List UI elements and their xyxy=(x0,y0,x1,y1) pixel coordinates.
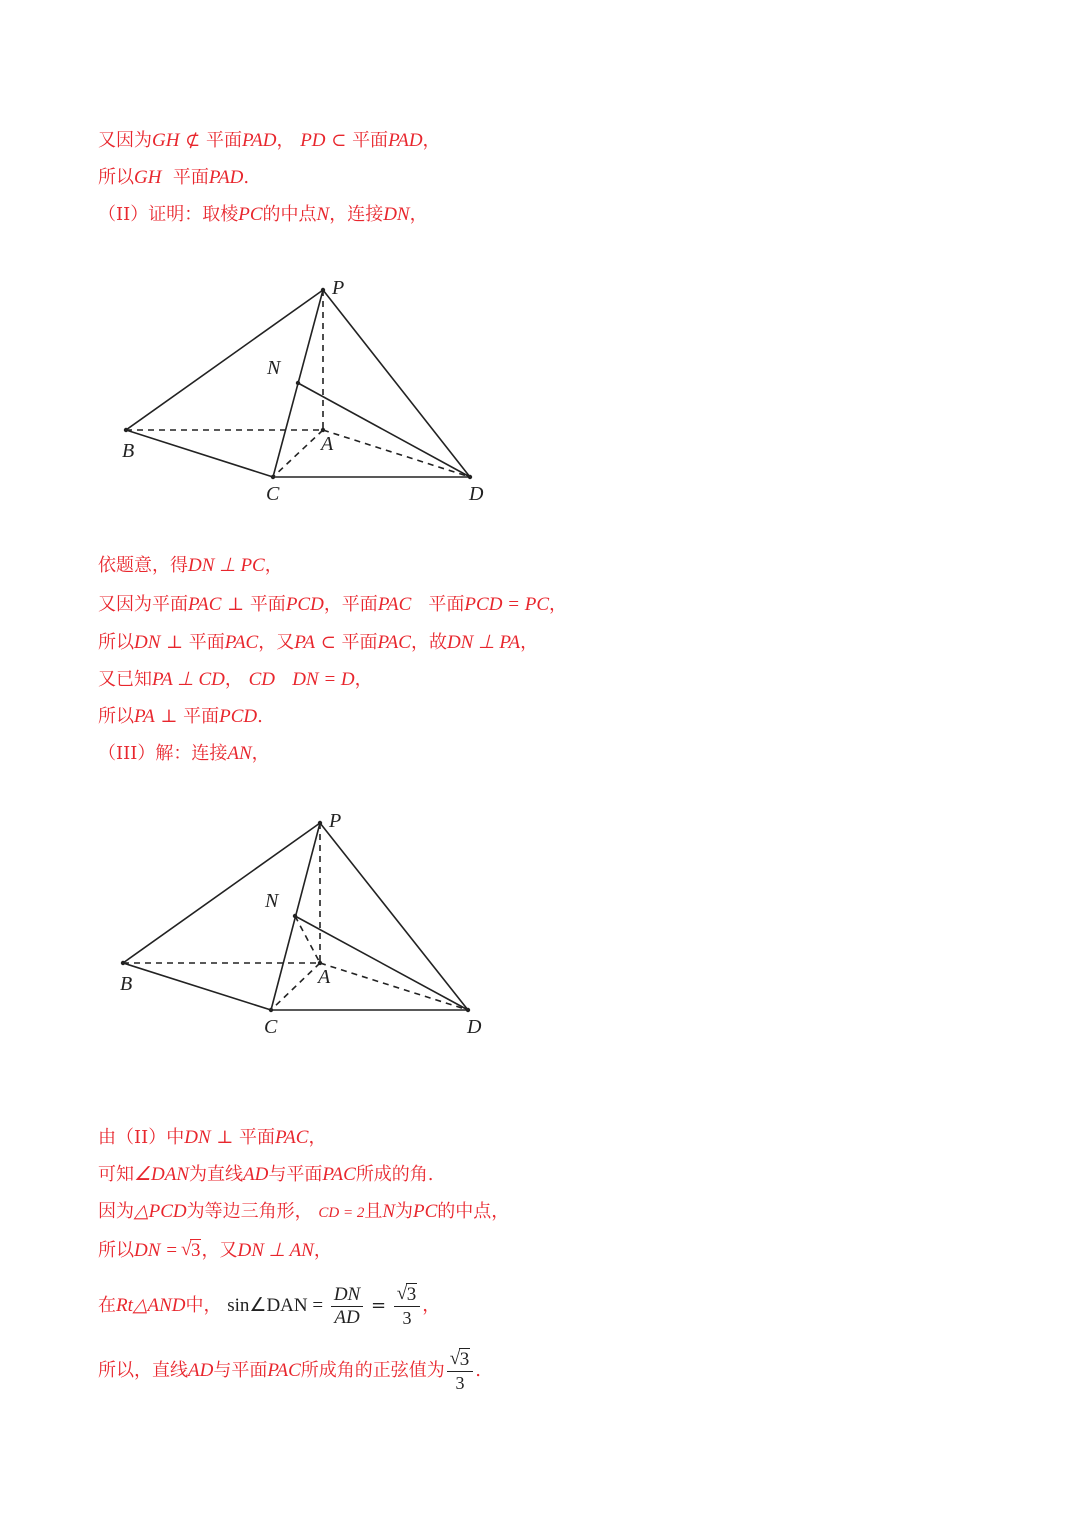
denominator: 3 xyxy=(402,1308,412,1328)
pyramid-figure-1 xyxy=(110,270,510,514)
label-N: N xyxy=(267,357,281,379)
denominator: 3 xyxy=(455,1373,465,1393)
edge-BC xyxy=(126,430,273,477)
text-segment: 所以，直线 xyxy=(98,1360,188,1381)
text-segment: 又已知 xyxy=(98,669,152,690)
math-segment: PD xyxy=(300,130,326,151)
math-segment: PCD xyxy=(219,706,258,727)
text-segment: 平面 xyxy=(205,130,242,151)
text-segment: 平面 xyxy=(249,594,286,615)
text-segment: ，连接 xyxy=(329,204,384,225)
math-symbol: ⊂ xyxy=(314,632,342,653)
math-segment: DN = D xyxy=(292,669,355,690)
text-segment: ， xyxy=(251,743,270,764)
math-segment: PAC xyxy=(377,632,411,653)
label-A: A xyxy=(321,433,334,455)
text-segment: 平面 xyxy=(172,167,209,188)
radicand: 3 xyxy=(190,1240,201,1261)
text-line-13 xyxy=(98,1239,332,1263)
text-line-15 xyxy=(98,1347,481,1395)
math-segment: PAC xyxy=(322,1164,356,1185)
text-line-8 xyxy=(98,705,263,729)
math-segment: CD xyxy=(248,669,276,690)
sqrt-expression xyxy=(181,1239,202,1263)
gap xyxy=(275,669,292,690)
math-segment: Rt△AND xyxy=(116,1295,186,1316)
math-segment: PAC xyxy=(224,632,259,653)
math-segment: AD xyxy=(188,1360,214,1381)
label-C: C xyxy=(266,483,280,505)
text-line-9 xyxy=(98,742,270,766)
text-segment: 因为 xyxy=(98,1201,134,1222)
text-segment: ， xyxy=(549,594,568,615)
math-segment: ∠DAN xyxy=(134,1164,190,1185)
text-segment: 平面 xyxy=(411,594,465,615)
math-segment: PCD xyxy=(285,594,324,615)
text-line-14 xyxy=(98,1283,440,1329)
text-segment: 与平面 xyxy=(268,1164,323,1185)
numerator: DN xyxy=(331,1284,363,1307)
text-segment: ， xyxy=(224,669,243,690)
math-segment: PCD = PC xyxy=(464,594,550,615)
math-segment: N xyxy=(316,204,330,225)
math-segment: DN xyxy=(134,632,161,653)
label-C: C xyxy=(264,1016,278,1038)
label-A: A xyxy=(318,966,331,988)
text-segment: 为 xyxy=(395,1201,414,1222)
edge-AC xyxy=(271,963,320,1010)
math-segment: AN xyxy=(227,743,252,764)
text-segment: ，故 xyxy=(410,632,447,653)
text-segment: 可知 xyxy=(98,1164,134,1185)
text-line-5 xyxy=(98,593,567,617)
text-segment: ， xyxy=(313,1240,332,1261)
text-segment: . xyxy=(257,706,263,727)
text-segment: ， xyxy=(276,130,295,151)
text-segment: （II）证明：取棱 xyxy=(98,204,239,225)
equals-sign: = xyxy=(370,1295,387,1316)
text-segment: 平面 xyxy=(239,1127,276,1148)
sine-lhs: sin∠DAN = xyxy=(227,1295,324,1316)
label-B: B xyxy=(120,973,133,995)
sine-expression xyxy=(227,1295,323,1316)
text-segment: 又因为平面 xyxy=(98,594,188,615)
fraction-sqrt3-3 xyxy=(394,1283,421,1329)
text-line-12 xyxy=(98,1200,509,1225)
math-symbol: ⊥ xyxy=(160,632,189,653)
label-B: B xyxy=(122,440,135,462)
denominator: AD xyxy=(334,1306,360,1328)
fraction-sqrt3-3-final xyxy=(447,1348,474,1394)
text-segment: . xyxy=(243,167,250,188)
text-line-7 xyxy=(98,668,373,692)
math-segment: AD xyxy=(243,1164,269,1185)
text-segment: 中， xyxy=(185,1295,222,1316)
math-segment: CD = 2 xyxy=(318,1205,365,1221)
math-segment: N xyxy=(382,1201,396,1222)
math-segment: DN xyxy=(184,1127,211,1148)
label-D: D xyxy=(467,1016,482,1038)
math-symbol: ⊂ xyxy=(325,130,353,151)
math-segment: DN ⊥ PA xyxy=(446,632,521,653)
edge-AC xyxy=(273,430,323,477)
math-segment: PAC xyxy=(267,1360,301,1381)
text-line-4 xyxy=(98,554,283,578)
math-segment: DN = xyxy=(134,1240,178,1261)
text-segment: 所以 xyxy=(98,167,134,188)
math-segment: PAD xyxy=(208,167,244,188)
text-segment: 的中点， xyxy=(437,1201,510,1222)
text-line-3 xyxy=(98,203,428,227)
edge-PD xyxy=(323,290,470,477)
edge-BC xyxy=(123,963,271,1010)
math-segment: GH xyxy=(152,130,180,151)
math-symbol: ⊥ xyxy=(210,1127,240,1148)
text-segment: ，又 xyxy=(201,1240,238,1261)
math-segment: PC xyxy=(238,204,263,225)
text-segment: 平面 xyxy=(341,632,378,653)
math-segment: PA ⊥ CD xyxy=(152,669,225,690)
math-segment: PA xyxy=(134,706,155,727)
math-segment: DN ⊥ AN xyxy=(237,1240,314,1261)
text-line-6 xyxy=(98,631,538,655)
edge-PB xyxy=(123,823,320,963)
text-segment: ， xyxy=(354,669,373,690)
math-segment: GH xyxy=(134,167,162,188)
text-segment: 且 xyxy=(364,1201,383,1222)
sqrt-expression xyxy=(397,1284,418,1306)
gap xyxy=(161,167,172,188)
text-segment: ，又 xyxy=(258,632,295,653)
math-segment: PAC xyxy=(188,594,222,615)
text-segment: ， xyxy=(264,555,283,576)
text-segment: 由（II）中 xyxy=(98,1127,185,1148)
math-segment: PAC xyxy=(377,594,412,615)
text-segment: 平面 xyxy=(352,130,389,151)
math-symbol: ⊥ xyxy=(221,594,250,615)
text-segment: 所成角的正弦值为 xyxy=(300,1360,445,1381)
label-D: D xyxy=(469,483,484,505)
text-segment: . xyxy=(475,1360,481,1381)
edge-PD xyxy=(320,823,468,1010)
text-segment: （III）解：连接 xyxy=(98,743,228,764)
math-segment: △PCD xyxy=(134,1201,187,1222)
text-segment: 与平面 xyxy=(213,1360,268,1381)
math-segment: DN ⊥ PC xyxy=(188,555,265,576)
text-segment: 为等边三角形， xyxy=(186,1201,313,1222)
text-segment: ， xyxy=(409,204,428,225)
text-line-11 xyxy=(98,1163,434,1187)
radicand: 3 xyxy=(459,1349,470,1370)
text-segment: 所以 xyxy=(98,706,134,727)
math-segment: PAC xyxy=(275,1127,309,1148)
text-segment: 所以 xyxy=(98,1240,134,1261)
text-segment: 所成的角. xyxy=(355,1164,434,1185)
label-P: P xyxy=(329,810,342,832)
label-N: N xyxy=(265,890,279,912)
math-segment: PA xyxy=(294,632,315,653)
fraction-DN-AD xyxy=(331,1284,363,1329)
text-segment: ， xyxy=(422,1295,441,1316)
text-segment: ， xyxy=(422,130,441,151)
text-segment: ，平面 xyxy=(323,594,378,615)
math-symbol: ⊄ xyxy=(179,130,206,151)
edge-PB xyxy=(126,290,323,430)
text-segment: 平面 xyxy=(188,632,225,653)
text-line-1 xyxy=(98,129,441,153)
label-P: P xyxy=(332,277,345,299)
math-segment: PAD xyxy=(241,130,277,151)
pyramid-figure-2 xyxy=(108,803,508,1047)
math-segment: DN xyxy=(383,204,410,225)
text-line-10 xyxy=(98,1126,326,1150)
math-segment: PAD xyxy=(388,130,423,151)
math-symbol: ⊥ xyxy=(154,706,184,727)
text-segment: 所以 xyxy=(98,632,134,653)
sqrt-expression xyxy=(450,1349,471,1371)
text-segment: ， xyxy=(308,1127,327,1148)
text-segment: 为直线 xyxy=(189,1164,244,1185)
math-segment: PC xyxy=(413,1201,438,1222)
text-segment: 依题意，得 xyxy=(98,555,188,576)
text-segment: 在 xyxy=(98,1295,116,1316)
text-segment: 又因为 xyxy=(98,130,152,151)
radicand: 3 xyxy=(406,1284,417,1305)
text-line-2 xyxy=(98,166,249,190)
text-segment: ， xyxy=(520,632,539,653)
text-segment: 平面 xyxy=(183,706,220,727)
text-segment: 的中点 xyxy=(262,204,317,225)
